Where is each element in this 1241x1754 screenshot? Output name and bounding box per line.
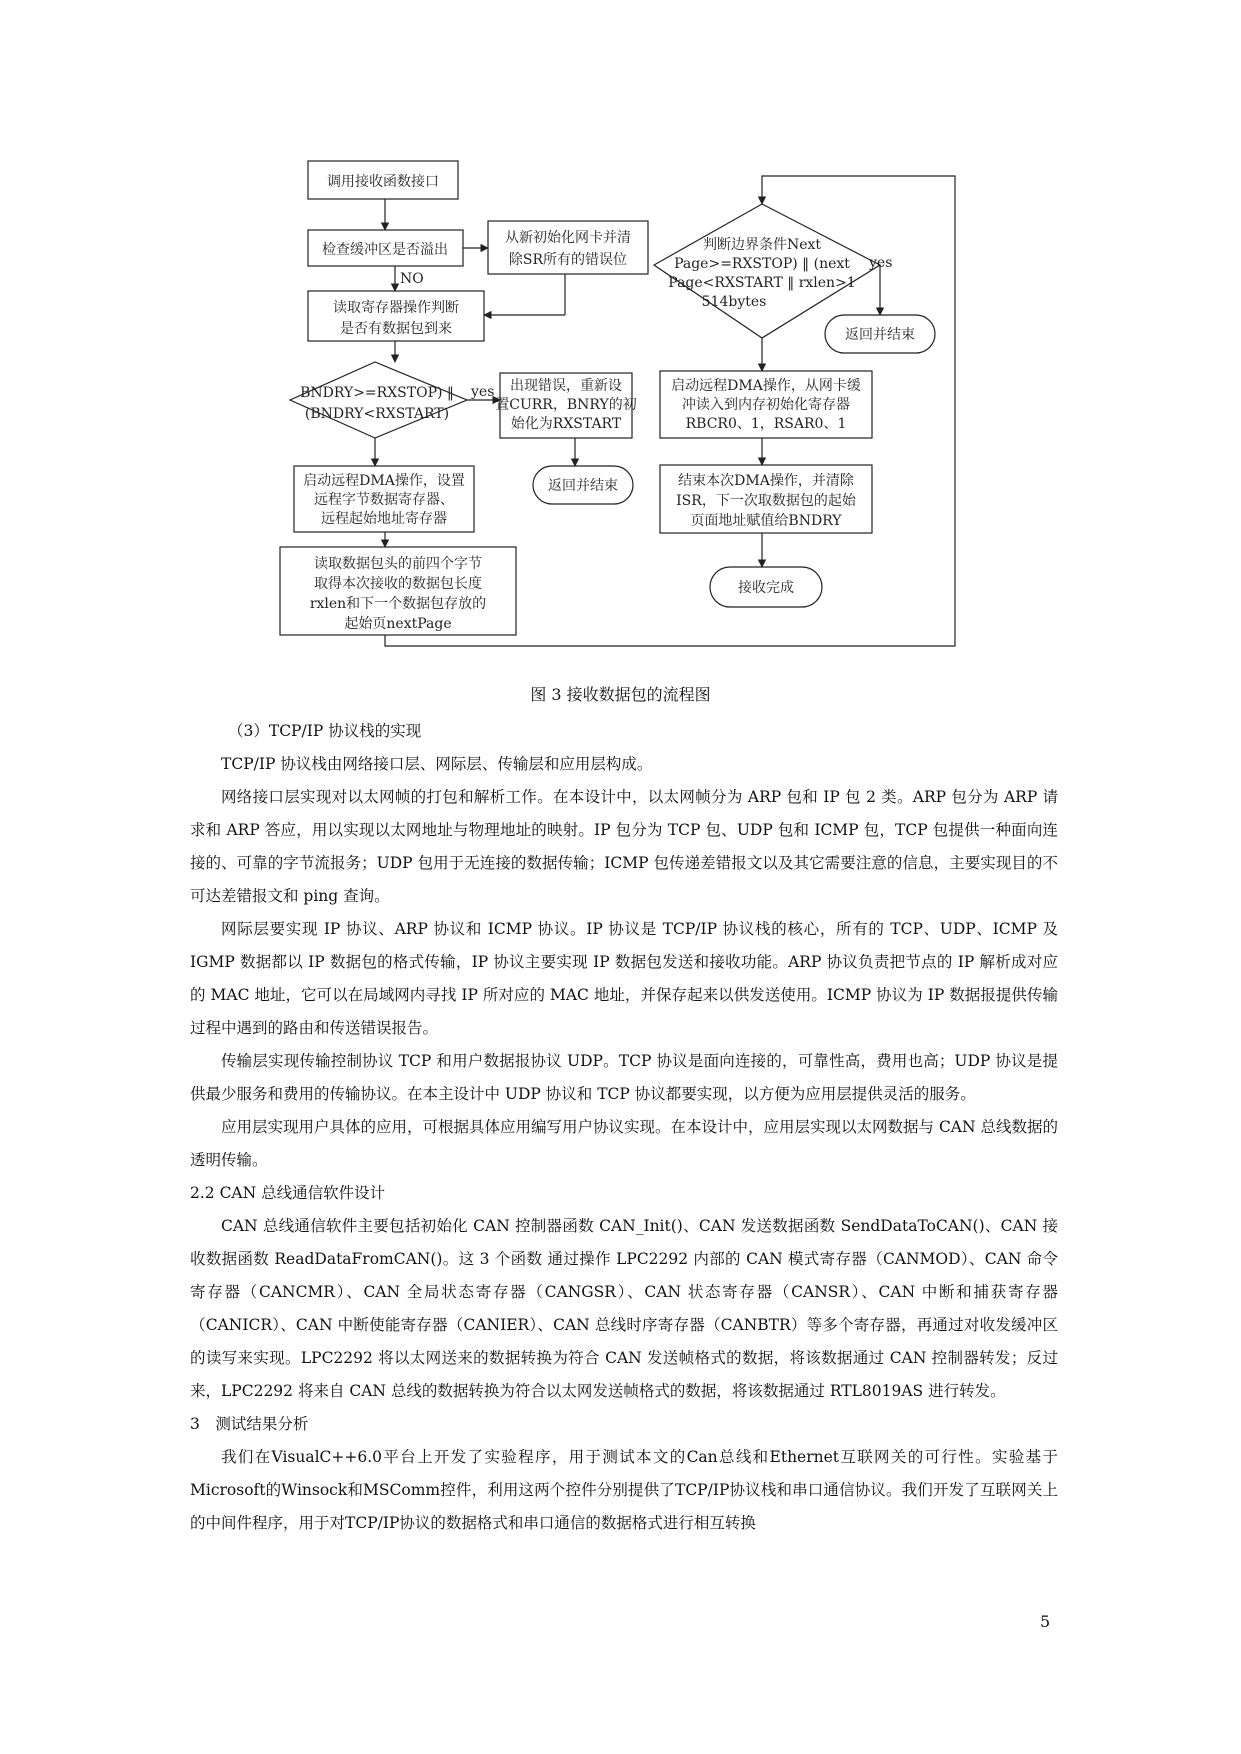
flowchart <box>0 0 1241 670</box>
section-heading-test: 3 测试结果分析 <box>190 1415 309 1433</box>
node-end-dma-line2: ISR，下一次取数据包的起始 <box>676 493 856 509</box>
node-boundary-cond-line1: 判断边界条件Next <box>702 237 822 253</box>
node-read-header-line2: 取得本次接收的数据包长度 <box>314 576 482 592</box>
paragraph: 应用层实现用户具体的应用，可根据具体应用编写用户协议实现。在本设计中，应用层实现以太网数据与 CAN 总线数据的透明传输。 <box>190 1118 1058 1169</box>
node-read-reg-line1: 读取寄存器操作判断 <box>333 300 459 316</box>
node-end-dma-line3: 页面地址赋值给BNDRY <box>690 513 842 529</box>
paragraph: 我们在VisualC++6.0平台上开发了实验程序，用于测试本文的Can总线和Ethernet互联网关的可行性。实验基于Microsoft的Winsock和MSComm控件，利用这两个控件分别提供了TCP/IP协议栈和串口通信协议。我们开发了互联网关上的中间件程序，用于对TCP/IP协议的数据格式和串口通信的数据格式进行相互转换 <box>190 1448 1058 1532</box>
label-yes-left: yes <box>471 384 495 400</box>
node-boundary-cond-line2: Page>=RXSTOP) ‖ (next <box>674 256 850 272</box>
section-heading-tcpip: （3）TCP/IP 协议栈的实现 <box>228 722 422 740</box>
node-start-dma-read-line2: 冲读入到内存初始化寄存器 <box>682 397 850 413</box>
node-error-reset-line2: 置CURR，BNRY的初 <box>495 397 637 413</box>
node-end-dma-line1: 结束本次DMA操作，并清除 <box>678 473 854 489</box>
node-done: 接收完成 <box>738 580 794 596</box>
node-start-dma-line1: 启动远程DMA操作，设置 <box>303 473 465 489</box>
figure-caption: 图 3 接收数据包的流程图 <box>530 685 711 704</box>
node-read-header-line1: 读取数据包头的前四个字节 <box>314 556 482 572</box>
node-start-dma-read-line1: 启动远程DMA操作，从网卡缓 <box>671 378 861 394</box>
label-no: NO <box>400 271 424 287</box>
node-start-dma-line2: 远程字节数据寄存器、 <box>314 492 454 508</box>
paragraph: CAN 总线通信软件主要包括初始化 CAN 控制器函数 CAN_Init()、CAN 发送数据函数 SendDataToCAN()、CAN 接收数据函数 ReadDataFromCAN()。这 3 个函数 通过操作 LPC2292 内部的 CAN 模式寄存器（CANMOD）、CAN 命令寄存器（CANCMR）、CAN 全局状态寄存器（CANGSR）、CAN 状态寄存器（CANSR）、CAN 中断和捕获寄存器（CANICR）、CAN 中断使能寄存器（CANIER）、CAN 总线时序寄存器（CANBTR）等多个寄存器，再通过对收发缓冲区的读写来实现。LPC2292 将以太网送来的数据转换为符合 CAN 发送帧格式的数据，将该数据通过 CAN 控制器转发；反过来，LPC2292 将来自 CAN 总线的数据转换为符合以太网发送帧格式的数据，将该数据通过 RTL8019AS 进行转发。 <box>190 1217 1058 1400</box>
page-number: 5 <box>1040 1612 1051 1631</box>
node-reinit-line2: 除SR所有的错误位 <box>508 252 628 268</box>
section-heading-can: 2.2 CAN 总线通信软件设计 <box>190 1184 386 1202</box>
paragraph: TCP/IP 协议栈由网络接口层、网际层、传输层和应用层构成。 <box>221 755 653 773</box>
node-read-reg-line2: 是否有数据包到来 <box>340 321 452 337</box>
body-text <box>190 715 1058 1540</box>
node-return-end-right: 返回并结束 <box>845 327 915 343</box>
node-return-end-left: 返回并结束 <box>548 478 618 494</box>
label-yes-right: yes <box>869 255 893 271</box>
node-start-dma-line3: 远程起始地址寄存器 <box>321 511 447 527</box>
node-bndry-cond-line1: BNDRY>=RXSTOP) ‖ <box>300 385 454 401</box>
node-boundary-cond-line4: 514bytes <box>701 294 767 310</box>
paragraph: 网际层要实现 IP 协议、ARP 协议和 ICMP 协议。IP 协议是 TCP/IP 协议栈的核心，所有的 TCP、UDP、ICMP 及 IGMP 数据都以 IP 数据包的格式传输，IP 协议主要实现 IP 数据包发送和接收功能。ARP 协议负责把节点的 IP 解析成对应的 MAC 地址，它可以在局域网内寻找 IP 所对应的 MAC 地址，并保存起来以供发送使用。ICMP 协议为 IP 数据报提供传输过程中遇到的路由和传送错误报告。 <box>190 920 1058 1037</box>
node-check-overflow: 检查缓冲区是否溢出 <box>322 242 448 258</box>
paragraph: 传输层实现传输控制协议 TCP 和用户数据报协议 UDP。TCP 协议是面向连接的，可靠性高，费用也高；UDP 协议是提供最少服务和费用的传输协议。在本主设计中 UDP 协议和 TCP 协议都要实现，以方便为应用层提供灵活的服务。 <box>190 1052 1058 1103</box>
node-read-header-line3: rxlen和下一个数据包存放的 <box>309 596 487 612</box>
node-bndry-cond-line2: (BNDRY<RXSTART) <box>304 406 450 422</box>
node-start-dma-read-line3: RBCR0、1，RSAR0、1 <box>685 416 847 432</box>
node-reinit-line1: 从新初始化网卡并清 <box>505 230 631 246</box>
node-read-header-line4: 起始页nextPage <box>344 616 452 632</box>
node-error-reset-line3: 始化为RXSTART <box>510 416 622 432</box>
node-boundary-cond-line3: Page<RXSTART ‖ rxlen>1 <box>668 275 856 291</box>
node-error-reset-line1: 出现错误，重新设 <box>510 378 622 394</box>
node-start: 调用接收函数接口 <box>327 174 439 190</box>
paragraph: 网络接口层实现对以太网帧的打包和解析工作。在本设计中，以太网帧分为 ARP 包和 IP 包 2 类。ARP 包分为 ARP 请求和 ARP 答应，用以实现以太网地址与物理地址的映射。IP 包分为 TCP 包、UDP 包和 ICMP 包，TCP 包提供一种面向连接的、可靠的字节流报务；UDP 包用于无连接的数据传输；ICMP 包传递差错报文以及其它需要注意的信息，主要实现目的不可达差错报文和 ping 查询。 <box>190 788 1058 905</box>
